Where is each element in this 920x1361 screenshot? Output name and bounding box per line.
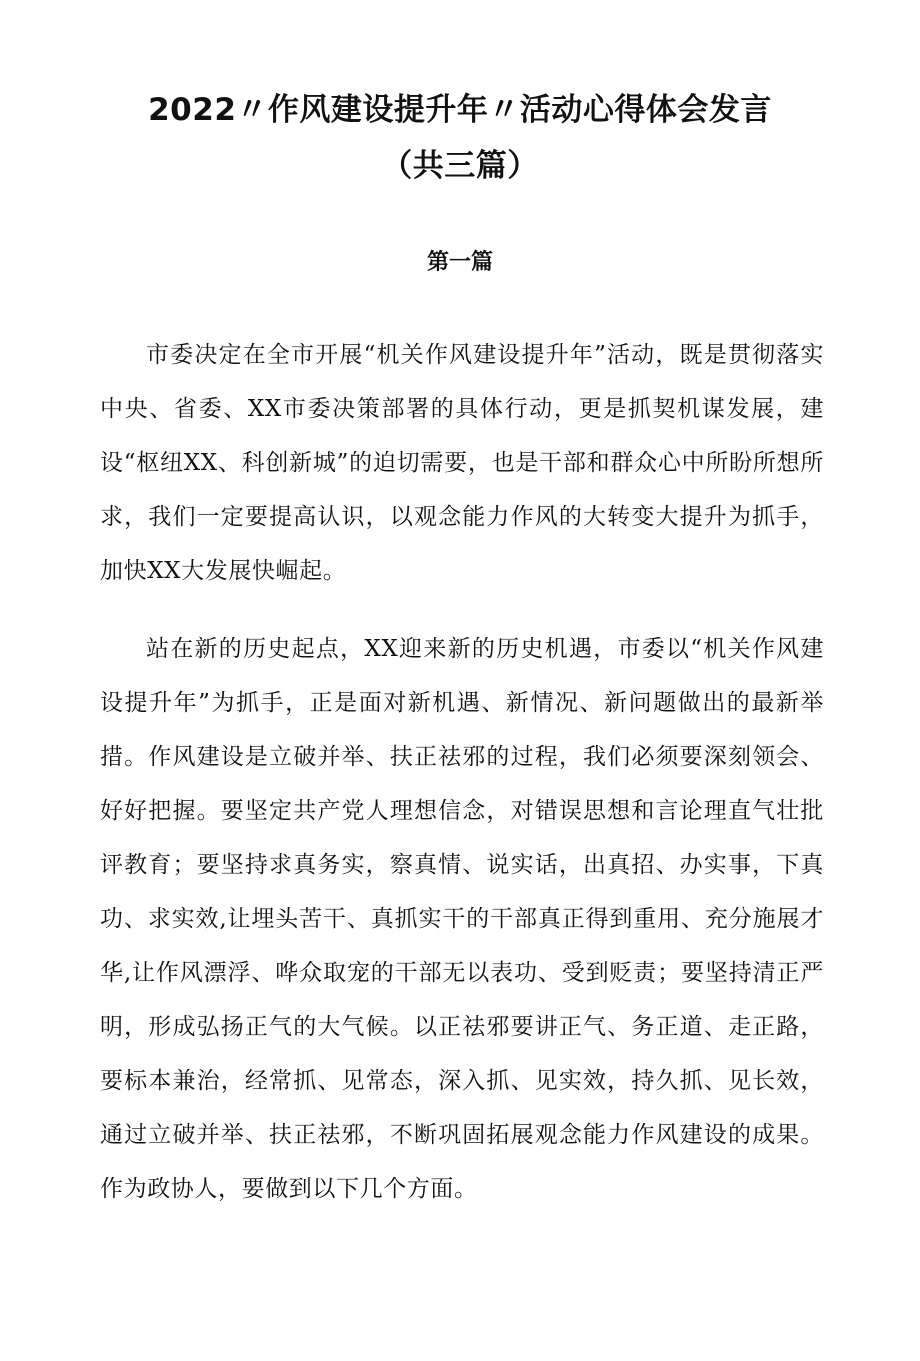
paragraph-1: 市委决定在全市开展“机关作风建设提升年”活动，既是贯彻落实中央、省委、XX市委决策部署的具体行动，更是抓契机谋发展，建设“枢纽XX、科创新城”的迫切需要，也是干部和群众心中所盼所想所求，我们一定要提高认识，以观念能力作风的大转变大提升为抓手，加快XX大发展快崛起。 <box>100 342 824 584</box>
paragraph-2: 站在新的历史起点，XX迎来新的历史机遇，市委以“机关作风建设提升年”为抓手，正是面对新机遇、新情况、新问题做出的最新举措。作风建设是立破并举、扶正祛邪的过程，我们必须要深刻领会、好好把握。要坚定共产党人理想信念，对错误思想和言论理直气壮批评教育；要坚持求真务实，察真情、说实话，出真招、办实事，下真功、求实效,让埋头苦干、真抓实干的干部真正得到重用、充分施展才华,让作风漂浮、哗众取宠的干部无以表功、受到贬责；要坚持清正严明，形成弘扬正气的大气候。以正祛邪要讲正气、务正道、走正路，要标本兼治，经常抓、见常态，深入抓、见实效，持久抓、见长效，通过立破并举、扶正祛邪，不断巩固拓展观念能力作风建设的成果。作为政协人，要做到以下几个方面。 <box>100 636 824 1202</box>
document-title: 2022〃作风建设提升年〃活动心得体会发言 <box>148 92 772 128</box>
section-heading: 第一篇 <box>426 250 493 275</box>
document-subtitle: （共三篇） <box>381 148 539 184</box>
